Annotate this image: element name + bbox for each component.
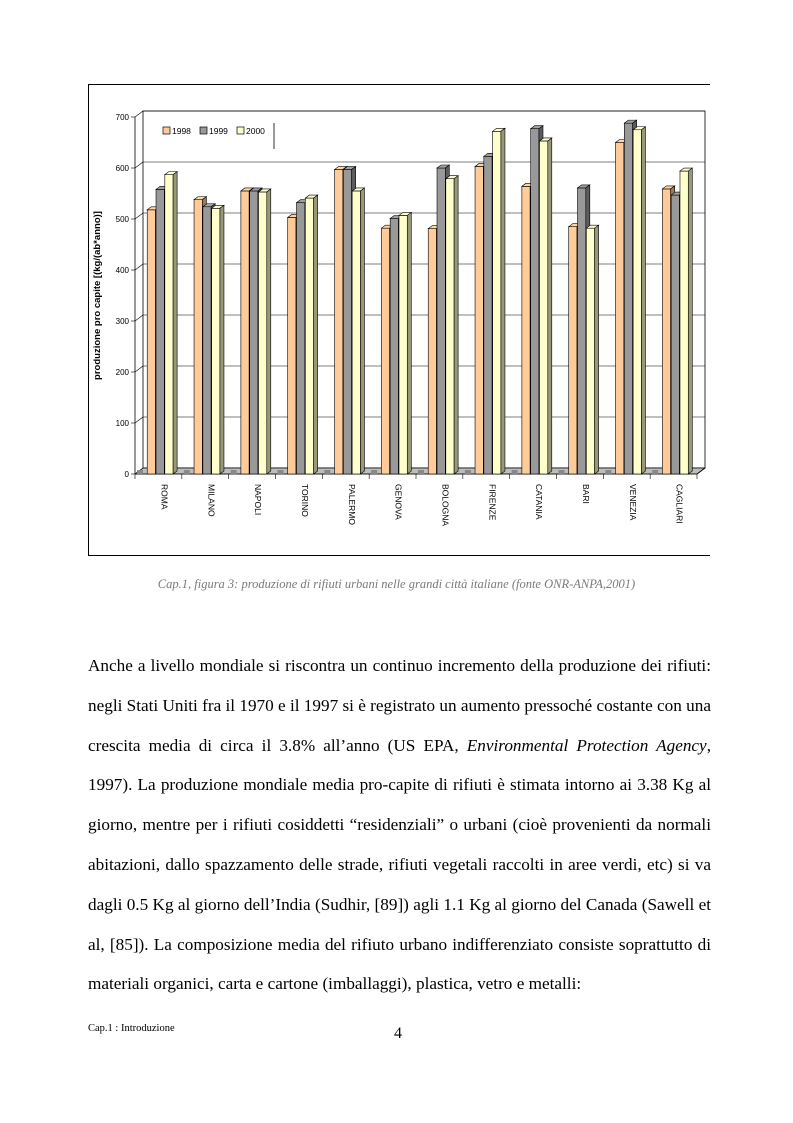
x-tick-label: BOLOGNA <box>440 484 451 527</box>
y-tick-label: 500 <box>115 215 129 224</box>
bar-1998 <box>428 229 436 474</box>
paragraph-italic: Environmental Protection Agency <box>466 735 707 755</box>
legend-label-1999: 1999 <box>209 126 228 136</box>
bar-1998 <box>616 143 624 475</box>
bar-1999 <box>484 156 492 474</box>
bar-side-2000 <box>267 189 271 474</box>
category-floor-marker <box>418 470 424 474</box>
gridline-slant <box>135 111 143 117</box>
bar-1999 <box>297 203 305 474</box>
x-tick-label: PALERMO <box>346 484 357 525</box>
bar-2000 <box>586 228 594 474</box>
bar-1998 <box>335 170 343 474</box>
y-tick-label: 400 <box>115 266 129 275</box>
chart-frame <box>88 84 710 556</box>
figure-caption: Cap.1, figura 3: produzione di rifiuti urbani nelle grandi città italiane (fonte ONR-ANPA,2001) <box>157 577 636 591</box>
category-floor-marker <box>184 470 190 474</box>
bar-2000 <box>212 208 220 474</box>
bar-1999 <box>671 195 679 474</box>
bar-1998 <box>381 228 389 474</box>
bar-1999 <box>156 189 164 474</box>
page-number: 4 <box>394 1025 402 1042</box>
legend-swatch-1998 <box>163 127 170 134</box>
x-tick-label: FIRENZE <box>487 484 498 521</box>
legend-label-1998: 1998 <box>172 126 191 136</box>
bar-1998 <box>569 227 577 474</box>
y-tick-label: 0 <box>124 470 129 479</box>
paragraph-part2: , 1997). La produzione mondiale media pro-capite di rifiuti è stimata intorno ai 3.38 Kg al giorno, mentre per i rifiuti cosiddetti “residenziali” o urbani (cioè provenienti da normali abitazioni, dallo spazzamento delle strade, rifiuti vegetali raccolti in aree verdi, etc) si va dagli 0.5 Kg al giorno dell’India (Sudhir, [89]) agli 1.1 Kg al giorno del Canada (Sawell et al, [85]). La composizione media del rifiuto urbano indifferenziato consiste soprattutto di materiali organici, carta e cartone (imballaggi), plastica, vetro e metalli: <box>88 735 711 994</box>
bar-1999 <box>390 218 398 474</box>
bar-side-2000 <box>548 138 552 474</box>
bar-1999 <box>250 191 258 474</box>
legend-swatch-1999 <box>200 127 207 134</box>
bar-side-2000 <box>454 176 458 474</box>
gridline-slant <box>135 162 143 168</box>
bar-1998 <box>241 191 249 474</box>
bar-chart <box>89 85 711 557</box>
bar-2000 <box>539 141 547 474</box>
y-axis-title: produzione pro capite [(kg/(ab*anno)] <box>92 211 103 380</box>
category-floor-marker <box>324 470 330 474</box>
bar-1999 <box>531 129 539 474</box>
bar-side-2000 <box>501 128 505 474</box>
category-floor-marker <box>605 470 611 474</box>
bar-2000 <box>352 191 360 474</box>
bar-2000 <box>258 192 266 474</box>
category-floor-marker <box>371 470 377 474</box>
bar-side-2000 <box>173 172 177 474</box>
gridline-slant <box>135 417 143 423</box>
x-tick-label: TORINO <box>299 484 310 517</box>
bar-2000 <box>446 179 454 474</box>
bar-side-2000 <box>688 168 692 474</box>
bar-side-2000 <box>407 212 411 474</box>
bar-1999 <box>437 168 445 474</box>
x-tick-label: CAGLIARI <box>674 484 685 524</box>
category-floor-marker <box>652 470 658 474</box>
bar-side-2000 <box>220 205 224 474</box>
x-tick-label: MILANO <box>206 484 217 517</box>
legend-swatch-2000 <box>237 127 244 134</box>
category-floor-marker <box>137 470 143 474</box>
bar-1999 <box>343 170 351 474</box>
footer-chapter: Cap.1 : Introduzione <box>88 1023 175 1034</box>
bar-2000 <box>633 130 641 474</box>
bar-2000 <box>305 198 313 474</box>
gridline-slant <box>135 213 143 219</box>
x-tick-label: NAPOLI <box>253 484 264 516</box>
bar-1998 <box>147 210 155 474</box>
bar-1999 <box>578 188 586 474</box>
x-tick-label: CATANIA <box>534 484 545 520</box>
gridline-slant <box>135 315 143 321</box>
body-text <box>88 646 711 1004</box>
y-tick-label: 700 <box>115 113 129 122</box>
x-tick-label: BARI <box>580 484 591 504</box>
gridline-slant <box>135 366 143 372</box>
bar-2000 <box>165 175 173 474</box>
bar-2000 <box>399 215 407 474</box>
bar-2000 <box>680 171 688 474</box>
category-floor-marker <box>512 470 518 474</box>
bar-side-2000 <box>641 127 645 474</box>
bar-side-2000 <box>360 188 364 474</box>
x-tick-label: ROMA <box>159 484 170 510</box>
x-tick-label: VENEZIA <box>627 484 638 521</box>
legend-label-2000: 2000 <box>246 126 265 136</box>
paragraph-part1: Anche a livello mondiale si riscontra un continuo incremento della produzione dei rifiuti: negli Stati Uniti fra il 1970 e il 1997 si è registrato un aumento pressoché costante con una crescita media di circa il 3.8% all’anno (US EPA, <box>88 656 711 755</box>
bar-1998 <box>475 166 483 474</box>
category-floor-marker <box>278 470 284 474</box>
y-tick-label: 100 <box>115 419 129 428</box>
y-tick-label: 600 <box>115 164 129 173</box>
category-floor-marker <box>231 470 237 474</box>
gridline-slant <box>135 264 143 270</box>
bar-2000 <box>493 131 501 474</box>
category-floor-marker <box>559 470 565 474</box>
x-tick-label: GENOVA <box>393 484 404 520</box>
bar-1998 <box>288 217 296 474</box>
bar-side-2000 <box>595 225 599 474</box>
y-tick-label: 300 <box>115 317 129 326</box>
bar-1998 <box>522 186 530 474</box>
category-floor-marker <box>465 470 471 474</box>
y-tick-label: 200 <box>115 368 129 377</box>
bar-1999 <box>624 123 632 474</box>
paragraph <box>88 646 711 1004</box>
bar-1998 <box>194 200 202 474</box>
bar-1999 <box>203 207 211 474</box>
bar-side-2000 <box>314 195 318 474</box>
bar-1998 <box>662 189 670 474</box>
